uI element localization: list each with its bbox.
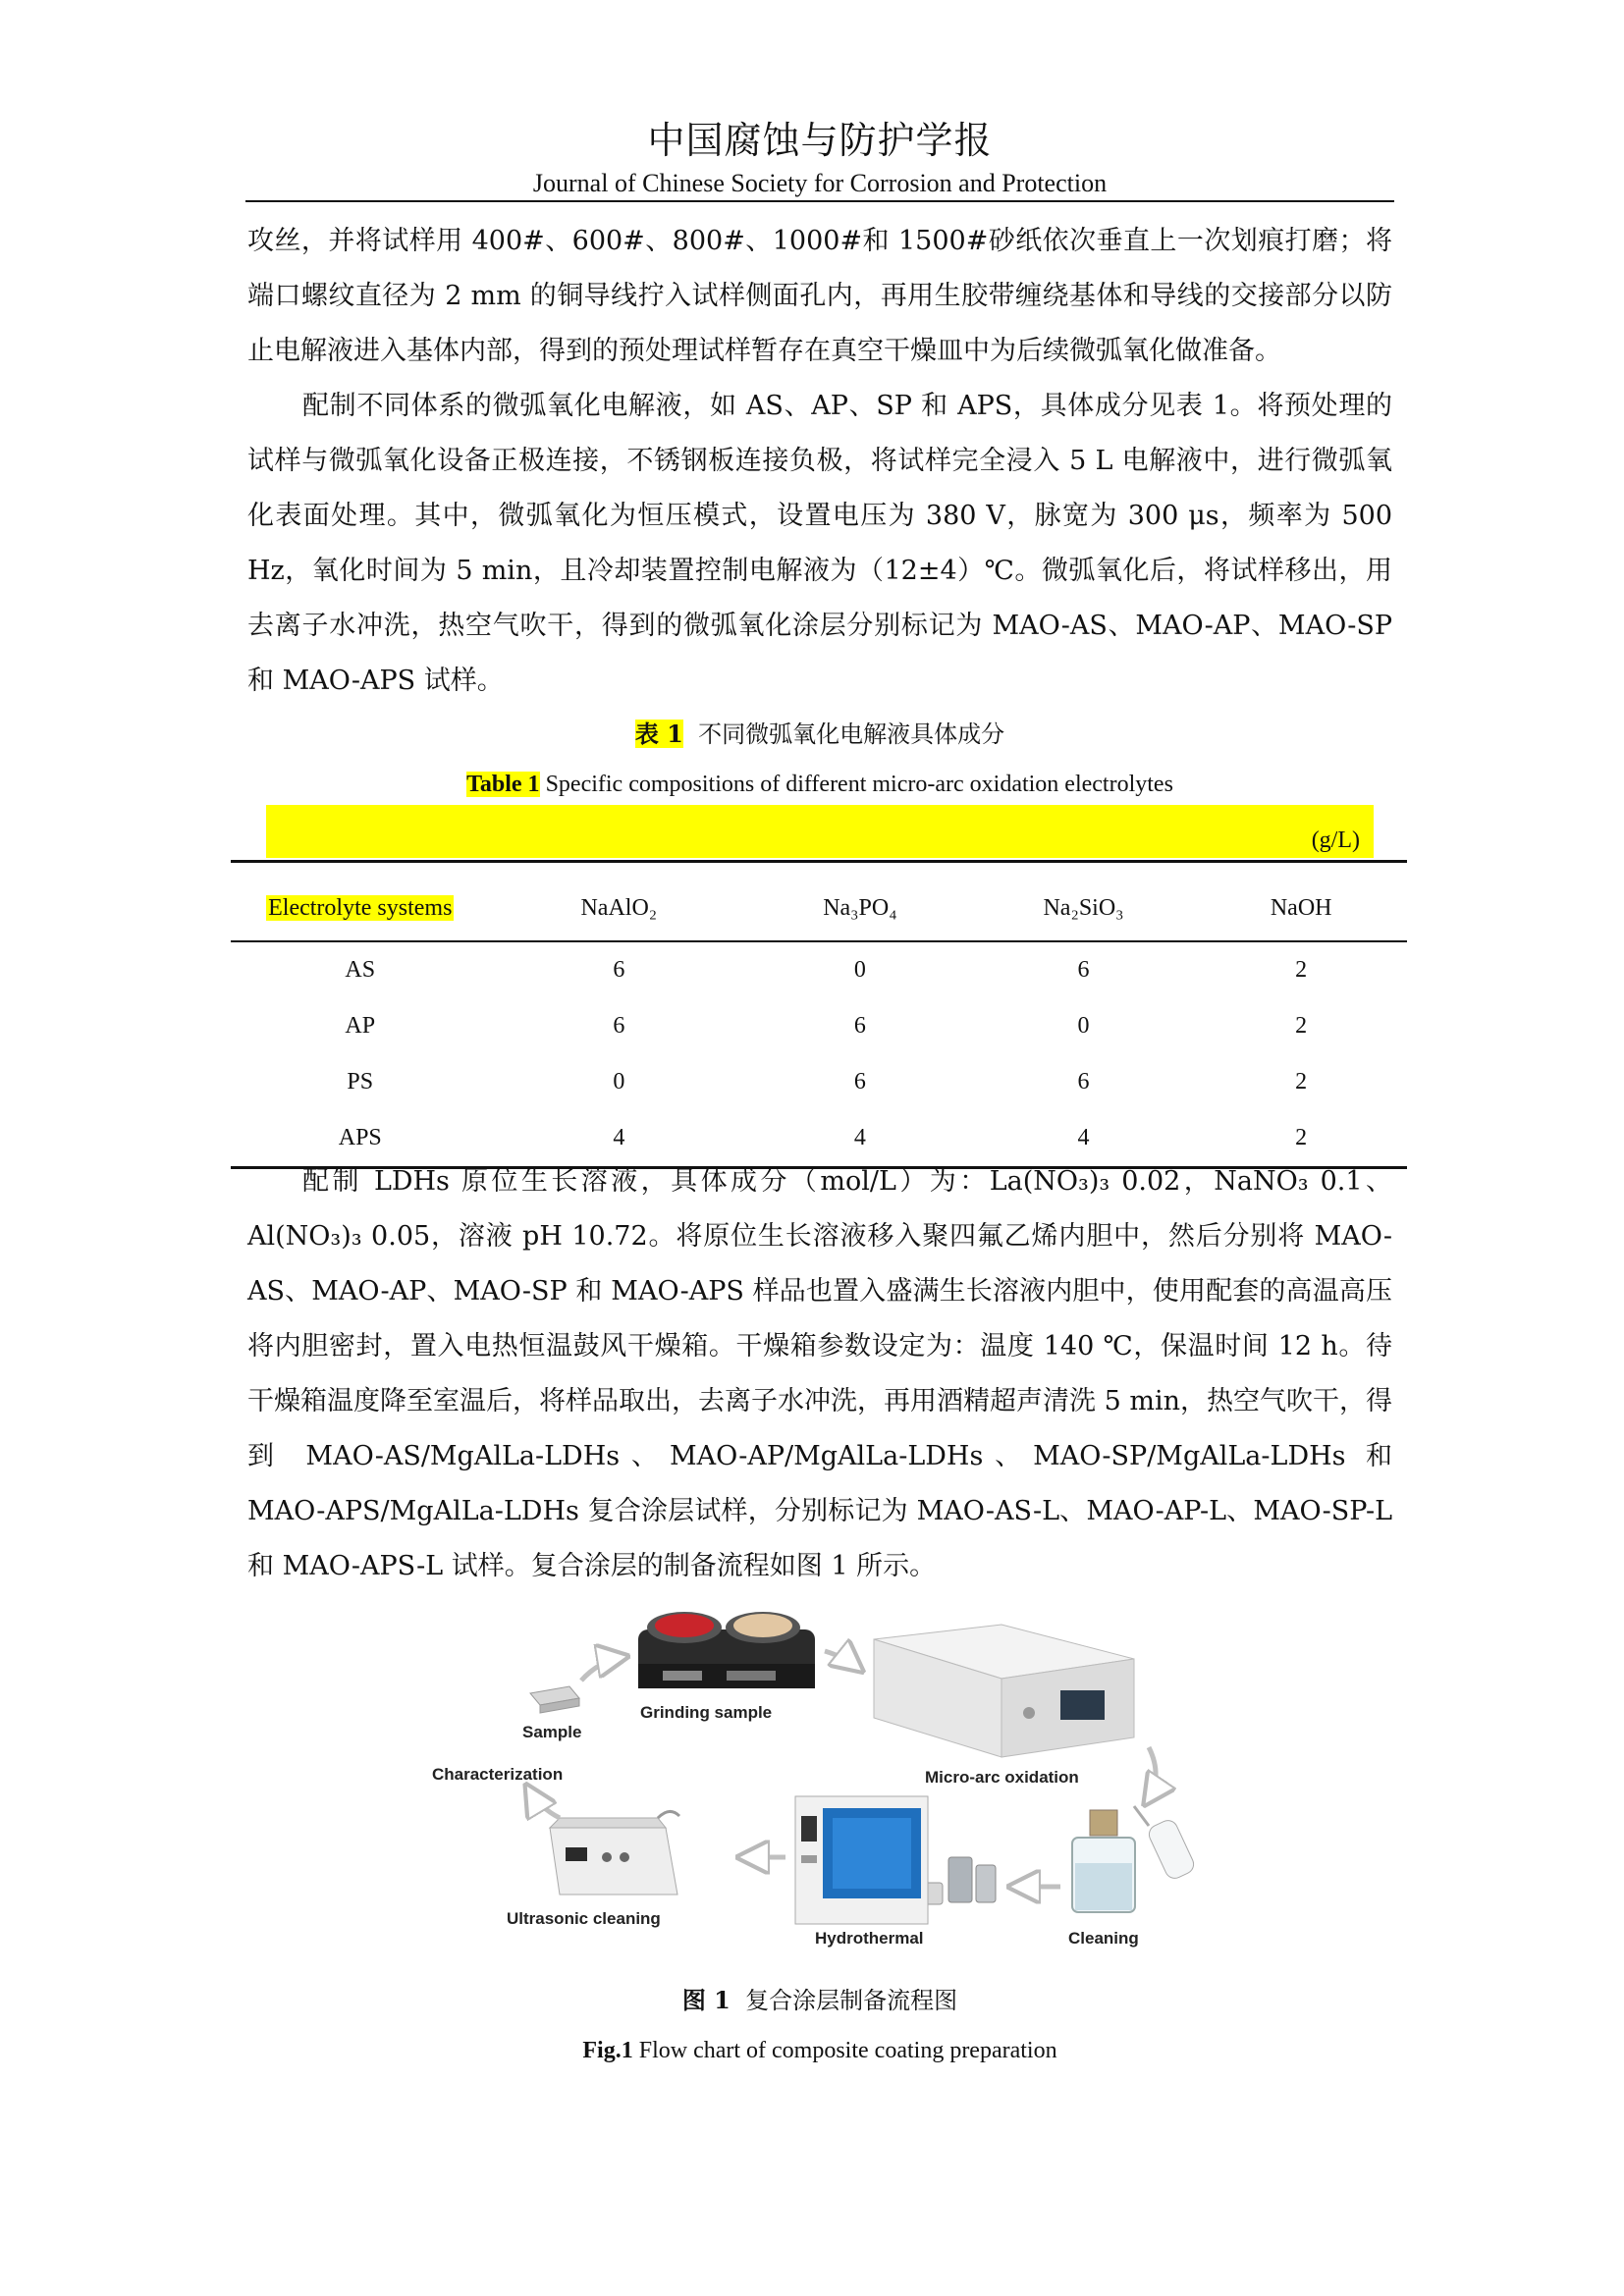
- table-cell: 4: [490, 1110, 749, 1168]
- figure-1-label-cn: 图 1: [681, 1986, 731, 2014]
- table-cell: APS: [231, 1110, 490, 1168]
- paragraph-2-text: 配制不同体系的微弧氧化电解液，如 AS、AP、SP 和 APS，具体成分见表 1。将预处理的试样与微弧氧化设备正极连接，不锈钢板连接负极，将试样完全浸入 5 L 电解液中，进行微弧氧化表面处理。其中，微弧氧化为恒压模式，设置电压为 380 V，脉宽为 300 μs，频率为 500 Hz，氧化时间为 5 min，且冷却装置控制电解液为（12±4）℃。微弧氧化后，将试样移出，用去离子水冲洗，热空气吹干，得到的微弧氧化涂层分别标记为 MAO-AS、MAO-AP、MAO-SP 和 MAO-APS 试样。: [247, 391, 1392, 696]
- table-cell: AP: [345, 1013, 376, 1039]
- sample-plate-icon: [530, 1686, 579, 1713]
- table-1-caption-cn: [245, 715, 1394, 749]
- table-header-row: [231, 862, 1407, 942]
- mao-equipment-icon: [874, 1625, 1134, 1757]
- figure-1-title-en: Flow chart of composite coating preparation: [638, 2038, 1057, 2063]
- journal-title-en: Journal of Chinese Society for Corrosion and Protection: [532, 169, 1108, 197]
- table-unit-bar: [266, 805, 1374, 858]
- table-cell: 6: [1077, 957, 1090, 983]
- figure-1-caption-cn: [245, 1981, 1394, 2015]
- table-cell: 4: [748, 1110, 972, 1168]
- table-cell: 6: [613, 1013, 625, 1039]
- header-electrolyte: Electrolyte systems: [231, 862, 490, 942]
- table-row: [231, 998, 1407, 1054]
- beaker-icon: [1072, 1810, 1135, 1912]
- label-hydrothermal: Hydrothermal: [815, 1929, 924, 1948]
- header-naalo2: NaAlO₂: [490, 862, 749, 942]
- label-cleaning: Cleaning: [1068, 1929, 1139, 1948]
- table-cell: 4: [972, 1110, 1196, 1168]
- table-1-title-en: Specific compositions of different micro-arc oxidation electrolytes: [545, 772, 1173, 797]
- figure-1-label-en: Fig.1: [582, 2038, 633, 2063]
- table-cell: 0: [613, 1069, 625, 1095]
- label-sample: Sample: [522, 1723, 582, 1741]
- table-cell: 0: [853, 957, 866, 983]
- table-cell: 0: [1077, 1013, 1090, 1039]
- table-cell: 6: [853, 1069, 866, 1095]
- figure-1-title-cn: 复合涂层制备流程图: [745, 1987, 958, 2014]
- paragraph-3: [247, 1154, 1392, 1594]
- drying-oven-icon: [795, 1796, 928, 1924]
- table-1-title-cn: 不同微弧氧化电解液具体成分: [698, 721, 1005, 748]
- table-cell: 6: [853, 1013, 866, 1039]
- header-rule: [245, 200, 1394, 202]
- ultrasonic-cleaner-icon: [550, 1811, 679, 1895]
- composition-table: [231, 860, 1407, 1169]
- paragraph-1: [247, 214, 1392, 379]
- arrow-icon: [581, 1657, 623, 1681]
- table-1-label-en: Table 1: [466, 772, 540, 797]
- table-1-caption-en: [245, 772, 1394, 798]
- arrow-icon: [825, 1651, 859, 1669]
- label-ultrasonic: Ultrasonic cleaning: [507, 1909, 661, 1928]
- label-characterization: Characterization: [432, 1765, 564, 1784]
- autoclave-icon: [923, 1857, 996, 1904]
- arrow-icon: [1147, 1747, 1156, 1801]
- figure-1-caption-en: [245, 2038, 1394, 2064]
- header-na3po4: Na₃PO₄: [748, 862, 972, 942]
- table-cell: 2: [1195, 1110, 1407, 1168]
- label-grinding: Grinding sample: [640, 1703, 773, 1722]
- journal-title-cn: 中国腐蚀与防护学报: [647, 119, 993, 162]
- arrow-icon: [528, 1789, 560, 1818]
- grinding-machine-icon: [638, 1612, 815, 1688]
- table-1-label-cn: 表 1: [634, 720, 683, 748]
- paragraph-1-text: 攻丝，并将试样用 400#、600#、800#、1000#和 1500#砂纸依次垂直上一次划痕打磨；将端口螺纹直径为 2 mm 的铜导线拧入试样侧面孔内，再用生胶带缠绕基体和导线的交接部分以防止电解液进入基体内部，得到的预处理试样暂存在真空干燥皿中为后续微弧氧化做准备。: [247, 226, 1392, 366]
- table-cell: 6: [613, 957, 625, 983]
- paragraph-3-text: 配制 LDHs 原位生长溶液，具体成分（mol/L）为：La(NO₃)₃ 0.02，NaNO₃ 0.1、Al(NO₃)₃ 0.05，溶液 pH 10.72。将原位生长溶液移入聚四氟乙烯内胆中，然后分别将 MAO-AS、MAO-AP、MAO-SP 和 MAO-APS 样品也置入盛满生长溶液内胆中，使用配套的高温高压将内胆密封，置入电热恒温鼓风干燥箱。干燥箱参数设定为：温度 140 ℃，保温时间 12 h。待干燥箱温度降至室温后，将样品取出，去离子水冲洗，再用酒精超声清洗 5 min，热空气吹干，得到 MAO-AS/MgAlLa-LDHs、MAO-AP/MgAlLa-LDHs、MAO-SP/MgAlLa-LDHs 和 MAO-APS/MgAlLa-LDHs 复合涂层试样，分别标记为 MAO-AS-L、MAO-AP-L、MAO-SP-L 和 MAO-APS-L 试样。复合涂层的制备流程如图 1 所示。: [247, 1166, 1392, 1581]
- header-na2sio3: Na₂SiO₃: [972, 862, 1196, 942]
- table-cell: 2: [1295, 1069, 1308, 1095]
- label-mao: Micro-arc oxidation: [925, 1768, 1079, 1787]
- paragraph-2: [247, 379, 1392, 709]
- table-cell: 2: [1295, 1013, 1308, 1039]
- journal-header: [245, 116, 1394, 200]
- header-naoh: NaOH: [1195, 862, 1407, 942]
- wash-bottle-icon: [1134, 1806, 1197, 1882]
- table-row: [231, 941, 1407, 998]
- table-cell: PS: [347, 1069, 374, 1095]
- table-row: [231, 1054, 1407, 1110]
- table-cell: 2: [1295, 957, 1308, 983]
- table-cell: AS: [345, 957, 376, 983]
- table-unit: (g/L): [1311, 828, 1360, 853]
- flow-chart-figure: [412, 1600, 1218, 1973]
- table-cell: 6: [1077, 1069, 1090, 1095]
